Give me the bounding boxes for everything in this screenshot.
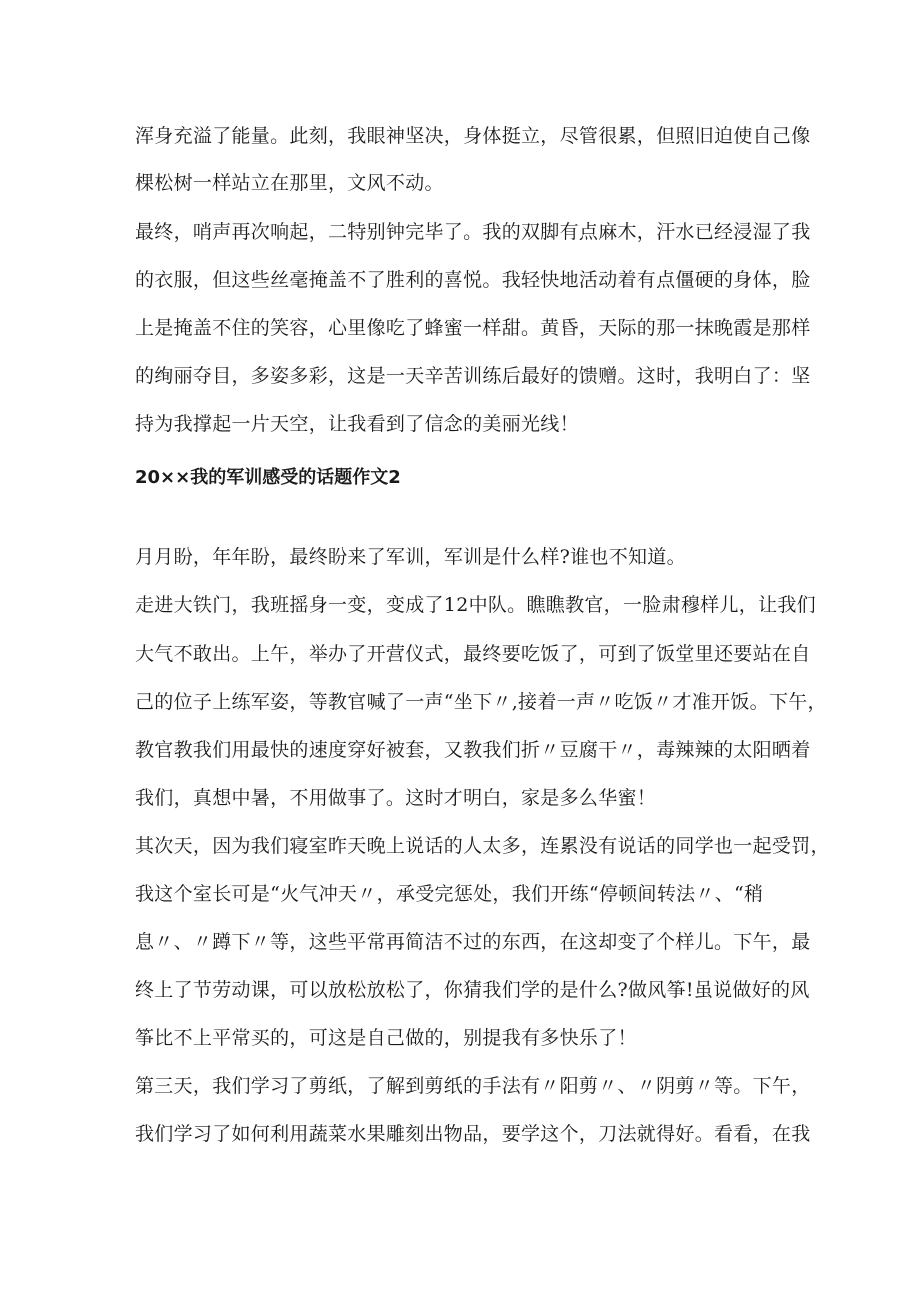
paragraph-line: 大气不敢出。上午，举办了开营仪式，最终要吃饭了，可到了饭堂里还要站在自 [135, 643, 811, 665]
paragraph-line: 己的位子上练军姿，等教官喊了一声“坐下〃,接着一声〃吃饭〃才准开饭。下午， [135, 691, 827, 713]
paragraph-line: 走进大铁门，我班摇身一变，变成了12中队。瞧瞧教官，一脸肃穆样儿，让我们 [135, 594, 816, 616]
paragraph-line: 我们学习了如何利用蔬菜水果雕刻出物品，要学这个，刀法就得好。看看，在我 [135, 1123, 811, 1145]
paragraph-line: 棵松树一样站立在那里，文风不动。 [135, 172, 444, 194]
paragraph-line: 息〃、〃蹲下〃等，这些平常再简洁不过的东西，在这却变了个样儿。下午，最 [135, 931, 811, 953]
paragraph-line: 最终，哨声再次响起，二特别钟完毕了。我的双脚有点麻木，汗水已经浸湿了我 [135, 221, 811, 243]
paragraph-line: 的绚丽夺目，多姿多彩，这是一天辛苦训练后最好的馈赠。这时，我明白了：坚 [135, 365, 811, 387]
paragraph-line: 终上了节劳动课，可以放松放松了，你猜我们学的是什么?做风筝!虽说做好的风 [135, 979, 810, 1001]
paragraph-line: 我这个室长可是“火气冲天〃，承受完惩处，我们开练“停顿间转法〃、“稍 [135, 883, 764, 905]
paragraph-line: 浑身充溢了能量。此刻，我眼神坚决，身体挺立，尽管很累，但照旧迫使自己像 [135, 125, 811, 147]
paragraph-line: 我们，真想中暑，不用做事了。这时才明白，家是多么华蜜！ [135, 787, 657, 809]
paragraph-line: 筝比不上平常买的，可这是自己做的，别提我有多快乐了！ [135, 1027, 637, 1049]
paragraph-line: 持为我撑起一片天空，让我看到了信念的美丽光线！ [135, 413, 579, 435]
paragraph-line: 上是掩盖不住的笑容，心里像吃了蜂蜜一样甜。黄昏，天际的那一抹晚霞是那样 [135, 317, 811, 339]
paragraph-line: 教官教我们用最快的速度穿好被套，又教我们折〃豆腐干〃，毒辣辣的太阳晒着 [135, 739, 811, 761]
paragraph-line: 的衣服，但这些丝毫掩盖不了胜利的喜悦。我轻快地活动着有点僵硬的身体，脸 [135, 269, 811, 291]
paragraph-line: 其次天，因为我们寝室昨天晚上说话的人太多，连累没有说话的同学也一起受罚， [135, 835, 830, 857]
section-heading: 20××我的军训感受的话题作文2 [135, 467, 401, 488]
paragraph-line: 月月盼，年年盼，最终盼来了军训，军训是什么样?谁也不知道。 [135, 546, 686, 568]
paragraph-line: 第三天，我们学习了剪纸，了解到剪纸的手法有〃阳剪〃、〃阴剪〃等。下午， [135, 1075, 811, 1097]
